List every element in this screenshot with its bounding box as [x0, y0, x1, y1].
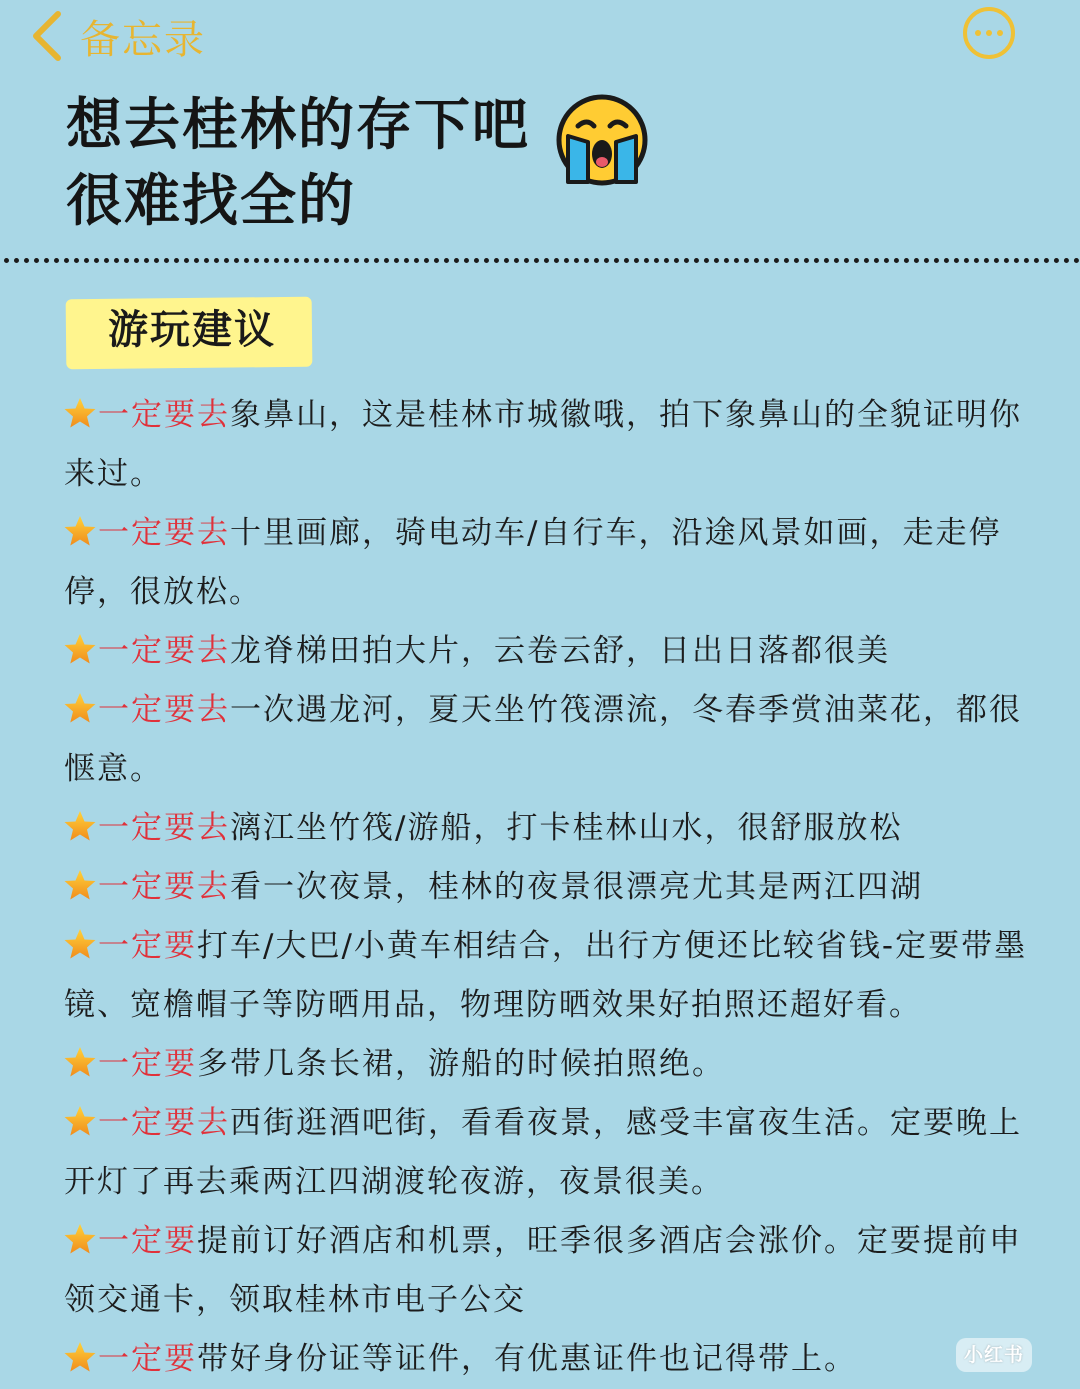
- tip-text: 西街逛酒吧街，看看夜景，感受丰富夜生活。定要晚上开灯了再去乘两江四湖渡轮夜游，夜景很美。: [64, 1105, 1022, 1200]
- loudly-crying-face-icon: [554, 92, 650, 188]
- xiaohongshu-watermark: 小红书: [956, 1338, 1032, 1372]
- tip-highlight: 一定要: [98, 1223, 197, 1259]
- list-item: [64, 858, 1028, 917]
- tip-text: 带好身份证等证件，有优惠证件也记得带上。: [197, 1341, 857, 1377]
- list-item: [64, 681, 1028, 799]
- star-icon: [64, 692, 96, 724]
- tip-highlight: 一定要去: [98, 692, 230, 728]
- star-icon: [64, 1341, 96, 1373]
- tip-text: 十里画廊，骑电动车/自行车，沿途风景如画，走走停停，很放松。: [64, 515, 1002, 610]
- list-item: [64, 1035, 1028, 1094]
- star-icon: [64, 810, 96, 842]
- dotted-divider: [4, 258, 1080, 263]
- tip-highlight: 一定要去: [98, 810, 230, 846]
- note-title-line-1: 想去桂林的存下吧: [66, 93, 530, 158]
- more-dot: [997, 30, 1003, 36]
- tip-text: 看一次夜景，桂林的夜景很漂亮尤其是两江四湖: [230, 869, 923, 905]
- tip-text: 一次遇龙河，夏天坐竹筏漂流，冬春季赏油菜花，都很惬意。: [64, 692, 1022, 787]
- more-dot: [986, 30, 992, 36]
- tip-highlight: 一定要去: [98, 397, 230, 433]
- list-item: [64, 1094, 1028, 1212]
- tip-highlight: 一定要: [98, 928, 197, 964]
- list-item: [64, 622, 1028, 681]
- list-item: [64, 504, 1028, 622]
- list-item: [64, 1330, 1028, 1389]
- note-title: [66, 88, 530, 240]
- star-icon: [64, 633, 96, 665]
- more-options-button[interactable]: [963, 7, 1015, 59]
- tip-highlight: 一定要: [98, 1341, 197, 1377]
- tips-list: [64, 386, 1028, 1389]
- tip-text: 象鼻山，这是桂林市城徽哦，拍下象鼻山的全貌证明你来过。: [64, 397, 1022, 492]
- star-icon: [64, 397, 96, 429]
- note-title-line-2: 很难找全的: [66, 169, 356, 234]
- tip-text: 打车/大巴/小黄车相结合，出行方便还比较省钱-定要带墨镜、宽檐帽子等防晒用品，物理防晒效果好拍照还超好看。: [64, 928, 1028, 1023]
- star-icon: [64, 1046, 96, 1078]
- back-label: 备忘录: [80, 16, 206, 63]
- back-button[interactable]: [30, 6, 206, 66]
- star-icon: [64, 515, 96, 547]
- tip-highlight: 一定要去: [98, 515, 230, 551]
- list-item: [64, 1212, 1028, 1330]
- star-icon: [64, 869, 96, 901]
- section-heading: 游玩建议: [108, 307, 276, 353]
- tip-text: 漓江坐竹筏/游船，打卡桂林山水，很舒服放松: [230, 810, 903, 846]
- list-item: [64, 386, 1028, 504]
- chevron-left-icon: [30, 10, 64, 62]
- tip-highlight: 一定要去: [98, 633, 230, 669]
- tip-highlight: 一定要去: [98, 1105, 230, 1141]
- tip-highlight: 一定要: [98, 1046, 197, 1082]
- tip-text: 提前订好酒店和机票，旺季很多酒店会涨价。定要提前申领交通卡，领取桂林市电子公交: [64, 1223, 1022, 1318]
- list-item: [64, 799, 1028, 858]
- more-dot: [975, 30, 981, 36]
- star-icon: [64, 1223, 96, 1255]
- list-item: [64, 917, 1028, 1035]
- star-icon: [64, 928, 96, 960]
- tip-highlight: 一定要去: [98, 869, 230, 905]
- tip-text: 龙脊梯田拍大片，云卷云舒，日出日落都很美: [230, 633, 890, 669]
- top-bar: [0, 0, 1080, 72]
- star-icon: [64, 1105, 96, 1137]
- tip-text: 多带几条长裙，游船的时候拍照绝。: [197, 1046, 725, 1082]
